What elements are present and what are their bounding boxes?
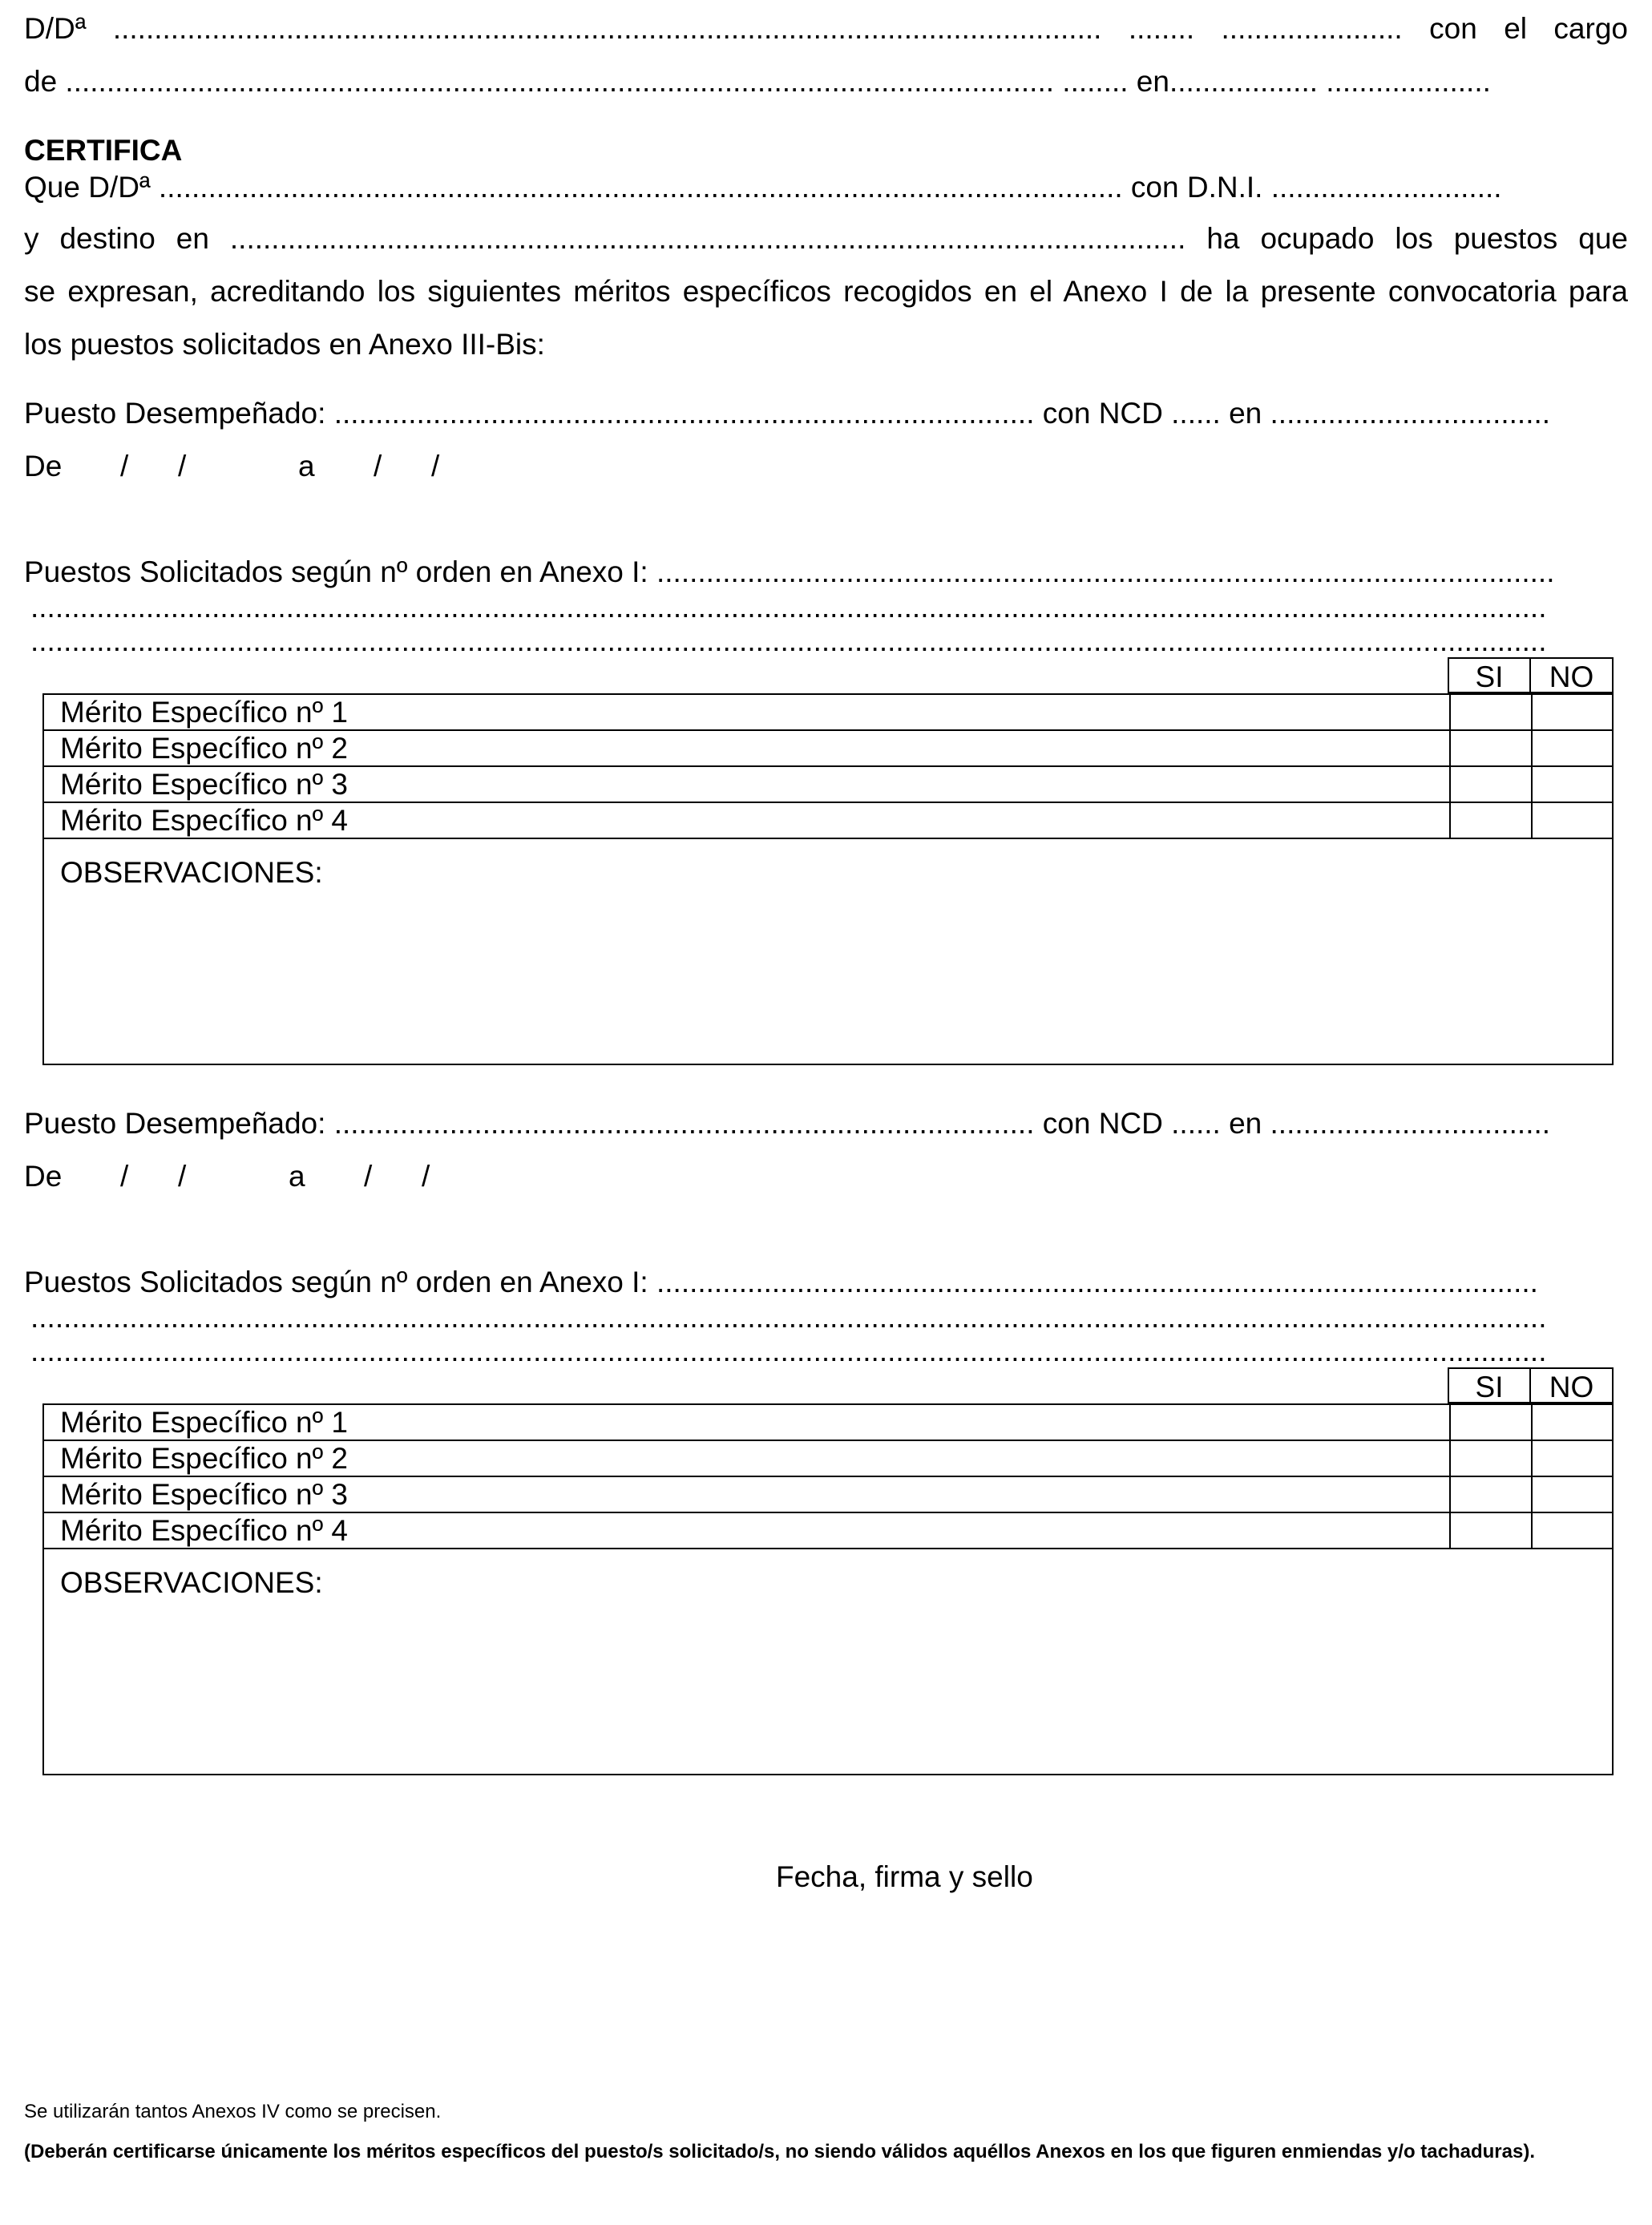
fecha-firma-sello: Fecha, firma y sello — [776, 1860, 1033, 1893]
no-checkbox-cell[interactable] — [1531, 803, 1614, 838]
table-row — [44, 1477, 1612, 1513]
destino-line: y destino en .................................................................................................................... ha ocupado los puestos que — [24, 222, 1628, 255]
puestos-solicitados-2: Puestos Solicitados según nº orden en Anexo I: ........................................................................................................... — [24, 1266, 1538, 1298]
si-checkbox-cell[interactable] — [1449, 1441, 1531, 1476]
observaciones-box[interactable] — [44, 1549, 1612, 1774]
expresan-line: se expresan, acreditando los siguientes méritos específicos recogidos en el Anexo I de la presente convocatoria para — [24, 275, 1628, 308]
si-checkbox-cell[interactable] — [1449, 731, 1531, 765]
no-checkbox-cell[interactable] — [1531, 695, 1614, 729]
que-dda-line: Que D/Dª ..................................................................................................................... con D.N.I. ............................ — [24, 171, 1502, 204]
merito-label: Mérito Específico nº 2 — [60, 732, 348, 765]
merito-label: Mérito Específico nº 3 — [60, 1478, 348, 1511]
anexo-iii-bis-line: los puestos solicitados en Anexo III-Bis: — [24, 328, 545, 361]
si-checkbox-cell[interactable] — [1449, 1477, 1531, 1512]
si-checkbox-cell[interactable] — [1449, 767, 1531, 802]
no-checkbox-cell[interactable] — [1531, 1441, 1614, 1476]
dda-cargo-line: D/Dª ........................................................................................................................ ........ ...................... con el cargo — [24, 12, 1628, 45]
observaciones-label: OBSERVACIONES: — [60, 856, 323, 889]
dotted-line: ........................................................................................................................................................................................ — [30, 591, 1547, 624]
si-checkbox-cell[interactable] — [1449, 1405, 1531, 1440]
merito-label: Mérito Específico nº 4 — [60, 1514, 348, 1547]
si-checkbox-cell[interactable] — [1449, 695, 1531, 729]
merito-label: Mérito Específico nº 3 — [60, 768, 348, 801]
merito-label: Mérito Específico nº 1 — [60, 696, 348, 729]
table-row — [44, 731, 1612, 767]
table-row — [44, 1441, 1612, 1477]
dotted-line: ........................................................................................................................................................................................ — [30, 1301, 1547, 1334]
si-checkbox-cell[interactable] — [1449, 1513, 1531, 1548]
certifica-heading: CERTIFICA — [24, 134, 183, 167]
no-checkbox-cell[interactable] — [1531, 1405, 1614, 1440]
no-checkbox-cell[interactable] — [1531, 1513, 1614, 1548]
col-no-header: NO — [1529, 1367, 1614, 1403]
merito-label: Mérito Específico nº 4 — [60, 804, 348, 837]
no-checkbox-cell[interactable] — [1531, 1477, 1614, 1512]
note-certificacion: (Deberán certificarse únicamente los méritos específicos del puesto/s solicitado/s, no siendo válidos aquéllos Anexos en los que figuren enmiendas y/o tachaduras). — [24, 2141, 1535, 2162]
col-si-header: SI — [1448, 657, 1531, 693]
no-checkbox-cell[interactable] — [1531, 731, 1614, 765]
dotted-line: ........................................................................................................................................................................................ — [30, 624, 1547, 657]
col-no-header: NO — [1529, 657, 1614, 693]
table-row — [44, 695, 1612, 731]
puesto-desempenado-1: Puesto Desempeñado: ..................................................................................... con NCD ...... en .................................. — [24, 397, 1551, 430]
table-row — [44, 1405, 1612, 1441]
table-row — [44, 767, 1612, 803]
observaciones-label: OBSERVACIONES: — [60, 1566, 323, 1599]
dotted-line: ........................................................................................................................................................................................ — [30, 1335, 1547, 1367]
puesto-desempenado-2: Puesto Desempeñado: ..................................................................................... con NCD ...... en .................................. — [24, 1107, 1551, 1140]
table-row — [44, 803, 1612, 839]
si-checkbox-cell[interactable] — [1449, 803, 1531, 838]
merito-label: Mérito Específico nº 1 — [60, 1406, 348, 1439]
cargo-de-line: de ........................................................................................................................ ........ en.................. .................... — [24, 65, 1491, 98]
col-si-header: SI — [1448, 1367, 1531, 1403]
no-checkbox-cell[interactable] — [1531, 767, 1614, 802]
observaciones-box[interactable] — [44, 839, 1612, 1064]
merito-label: Mérito Específico nº 2 — [60, 1442, 348, 1475]
table-row — [44, 1513, 1612, 1549]
note-anexos: Se utilizarán tantos Anexos IV como se precisen. — [24, 2101, 442, 2122]
puestos-solicitados-1: Puestos Solicitados según nº orden en Anexo I: ............................................................................................................. — [24, 555, 1555, 588]
